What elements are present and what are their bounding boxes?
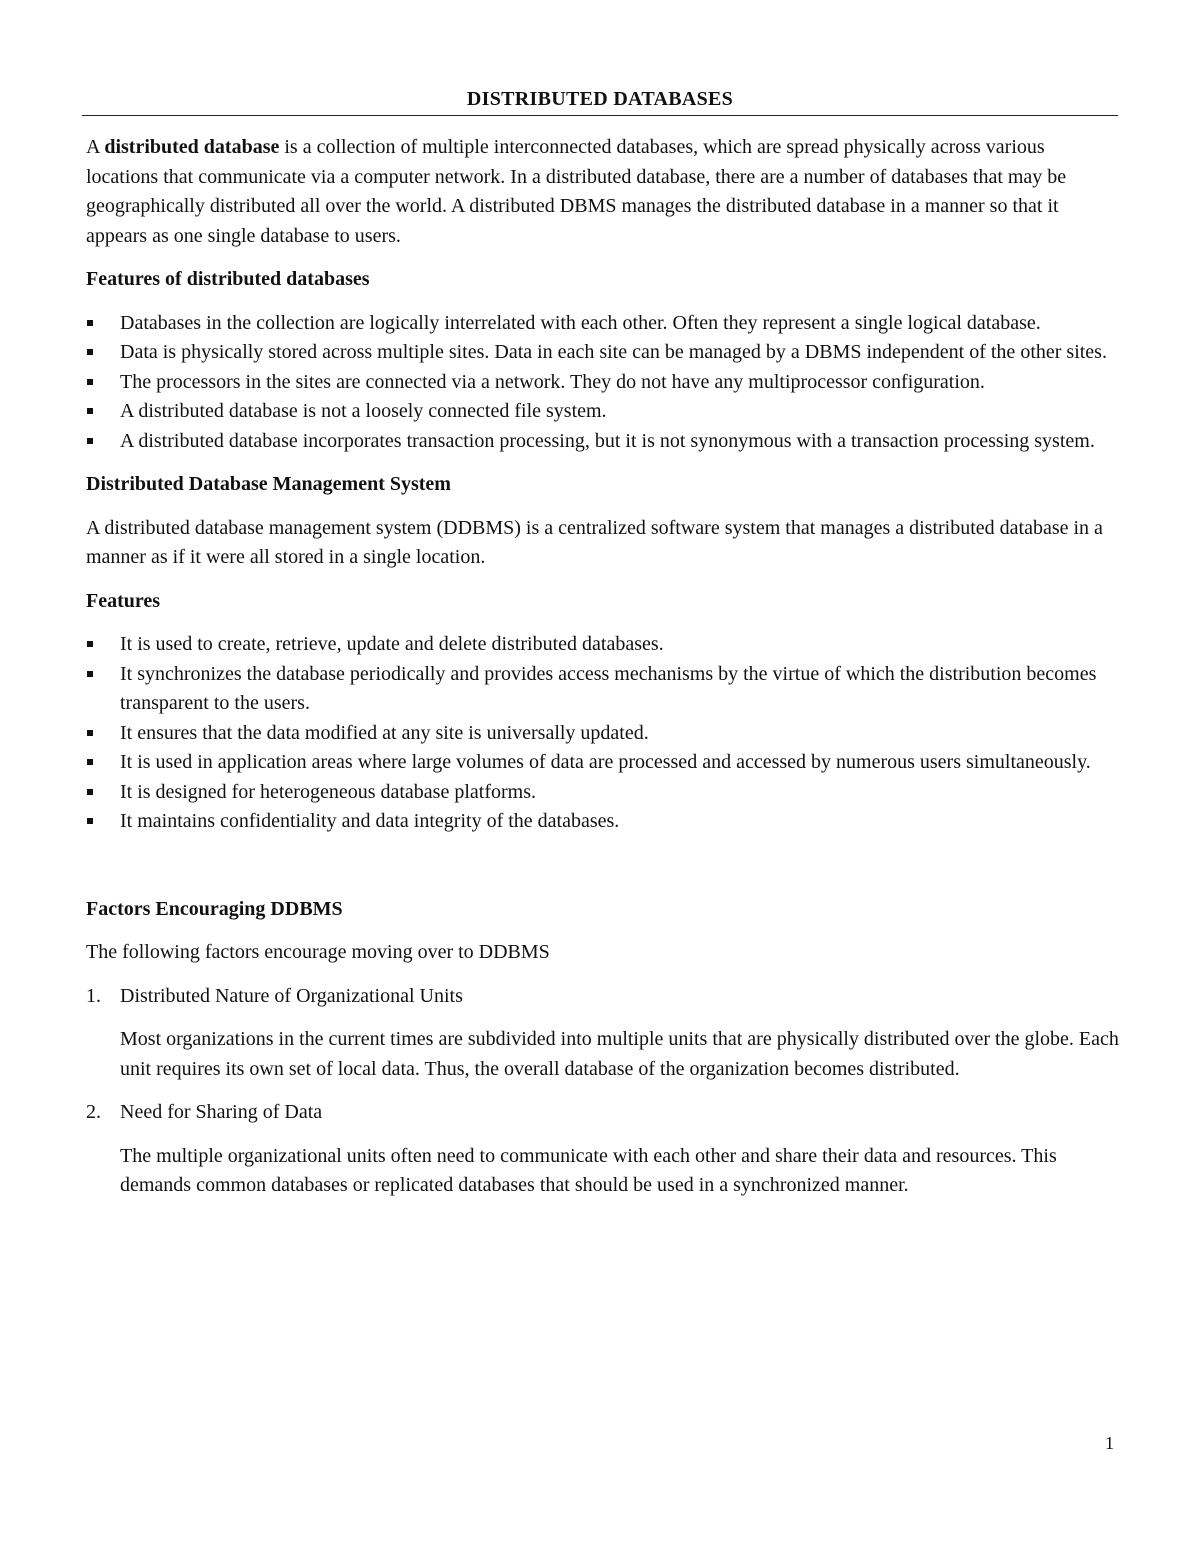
list-item-text: Databases in the collection are logically interrelated with each other. Often they represent a single logical database. [120, 311, 1041, 334]
square-bullet-icon [87, 438, 93, 444]
square-bullet-icon [87, 408, 93, 414]
list-item-text: Data is physically stored across multiple sites. Data in each site can be managed by a DBMS independent of the other sites. [120, 341, 1107, 363]
list-item [86, 309, 1120, 339]
square-bullet-icon [87, 759, 93, 765]
list-item-text: The processors in the sites are connected via a network. They do not have any multiprocessor configuration. [120, 370, 985, 393]
page-title: DISTRIBUTED DATABASES [466, 88, 734, 110]
square-bullet-icon [87, 671, 93, 677]
page-number: 1 [1105, 1433, 1114, 1453]
title-underline [82, 115, 1118, 116]
features-heading: Features [86, 589, 161, 612]
factor-number: 2. [86, 1101, 101, 1123]
list-item-text: A distributed database is not a loosely connected file system. [120, 400, 607, 422]
factors-list [86, 982, 1120, 1201]
intro-post: is a collection of multiple interconnected databases, which are spread physically across various locations that communicate via a computer network. In a distributed database, there are a number of databases that may be geographically distributed all over the world. A distributed DBMS manages the distributed database in a manner so that it appears as one single database to users. [86, 136, 1067, 247]
factor-number: 1. [86, 984, 101, 1007]
list-item [86, 427, 1120, 457]
list-item-text: A distributed database incorporates transaction processing, but it is not synonymous with a transaction processing system. [120, 429, 1095, 452]
factor-title: Distributed Nature of Organizational Units [120, 984, 463, 1007]
square-bullet-icon [87, 730, 93, 736]
square-bullet-icon [87, 789, 93, 795]
features-list [86, 630, 1120, 837]
ddbms-heading: Distributed Database Management System [86, 473, 451, 495]
list-item-text: It maintains confidentiality and data integrity of the databases. [120, 810, 620, 832]
intro-pre: A [86, 136, 105, 158]
intro-term: distributed database [104, 136, 280, 158]
list-item [86, 338, 1120, 368]
factor-item [86, 1098, 1120, 1201]
factor-title: Need for Sharing of Data [120, 1101, 323, 1123]
list-item [86, 660, 1120, 719]
features-dd-list [86, 309, 1120, 457]
factors-intro: The following factors encourage moving over to DDBMS [86, 941, 550, 963]
list-item [86, 748, 1120, 778]
ddbms-paragraph: A distributed database management system (DDBMS) is a centralized software system that manages a distributed database in a manner as if it were all stored in a single location. [86, 516, 1103, 568]
list-item-text: It synchronizes the database periodically and provides access mechanisms by the virtue of which the distribution becomes transparent to the users. [120, 662, 1097, 714]
intro-paragraph [86, 133, 1120, 251]
list-item-text: It is designed for heterogeneous database platforms. [120, 780, 536, 803]
list-item [86, 397, 1120, 427]
factors-heading: Factors Encouraging DDBMS [86, 897, 343, 920]
square-bullet-icon [87, 379, 93, 385]
list-item [86, 368, 1120, 398]
factor-description: The multiple organizational units often need to communicate with each other and share their data and resources. This demands common databases or replicated databases that should be used in a synchronized manner. [120, 1144, 1057, 1196]
features-dd-heading: Features of distributed databases [86, 268, 370, 290]
list-item [86, 719, 1120, 749]
square-bullet-icon [87, 349, 93, 355]
square-bullet-icon [87, 320, 93, 326]
list-item-text: It is used to create, retrieve, update and delete distributed databases. [120, 633, 664, 655]
list-item [86, 778, 1120, 808]
list-item-text: It is used in application areas where large volumes of data are processed and accessed by numerous users simultaneously. [120, 751, 1091, 773]
list-item [86, 807, 1120, 837]
factor-description: Most organizations in the current times are subdivided into multiple units that are physically distributed over the globe. Each unit requires its own set of local data. Thus, the overall database of the organization becomes distributed. [120, 1028, 1119, 1080]
square-bullet-icon [87, 641, 93, 647]
document-body [86, 133, 1120, 1215]
square-bullet-icon [87, 818, 93, 824]
factor-item [86, 982, 1120, 1085]
list-item [86, 630, 1120, 660]
list-item-text: It ensures that the data modified at any site is universally updated. [120, 721, 649, 744]
section-spacer [86, 851, 1120, 895]
